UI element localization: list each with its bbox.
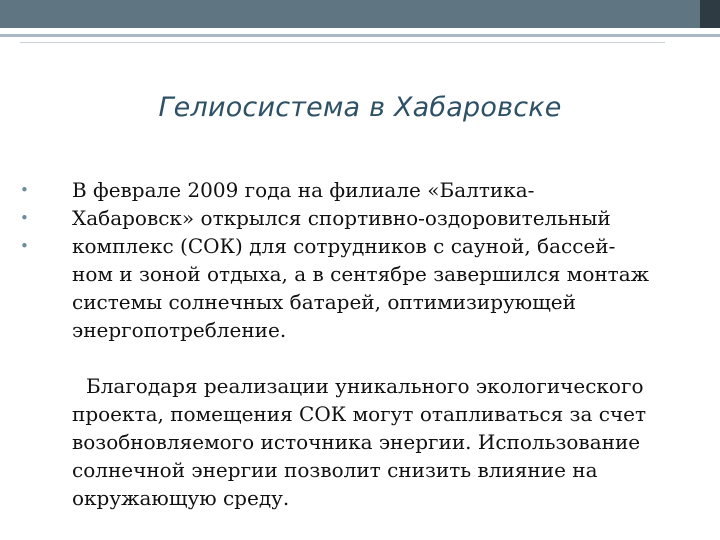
bullet-line: Хабаровск» открылся спортивно-оздоровительный (72, 206, 611, 230)
paragraph-line: возобновляемого источника энергии. Использование (72, 430, 641, 454)
bullet-line: комплекс (СОК) для сотрудников с сауной, бассей- (72, 234, 616, 258)
paragraph-line: Благодаря реализации уникального экологического (86, 374, 644, 398)
slide-title: Гелиосистема в Хабаровске (158, 92, 562, 123)
paragraph-line: окружающую среду. (72, 486, 290, 510)
bullet-line: системы солнечных батарей, оптимизирующей (72, 290, 576, 314)
bullet-text (72, 176, 712, 344)
bullet-line: энергопотребление. (72, 318, 287, 342)
paragraph-line: проекта, помещения СОК могут отапливаться за счет (72, 402, 647, 426)
bullet-icon: • (20, 181, 29, 199)
bullet-line: В феврале 2009 года на филиале «Балтика- (72, 178, 535, 202)
body-paragraph (72, 372, 712, 512)
header-rule-thick (0, 34, 720, 37)
bullet-icon: • (20, 237, 29, 255)
header-rule-thin (20, 42, 665, 43)
paragraph-line: солнечной энергии позволит снизить влияние на (72, 458, 598, 482)
header-accent-block (700, 0, 720, 28)
bullet-line: ном и зоной отдыха, а в сентябре завершился монтаж (72, 262, 650, 286)
header-bar (0, 0, 700, 28)
bullet-icon: • (20, 209, 29, 227)
bullet-block (20, 176, 710, 344)
